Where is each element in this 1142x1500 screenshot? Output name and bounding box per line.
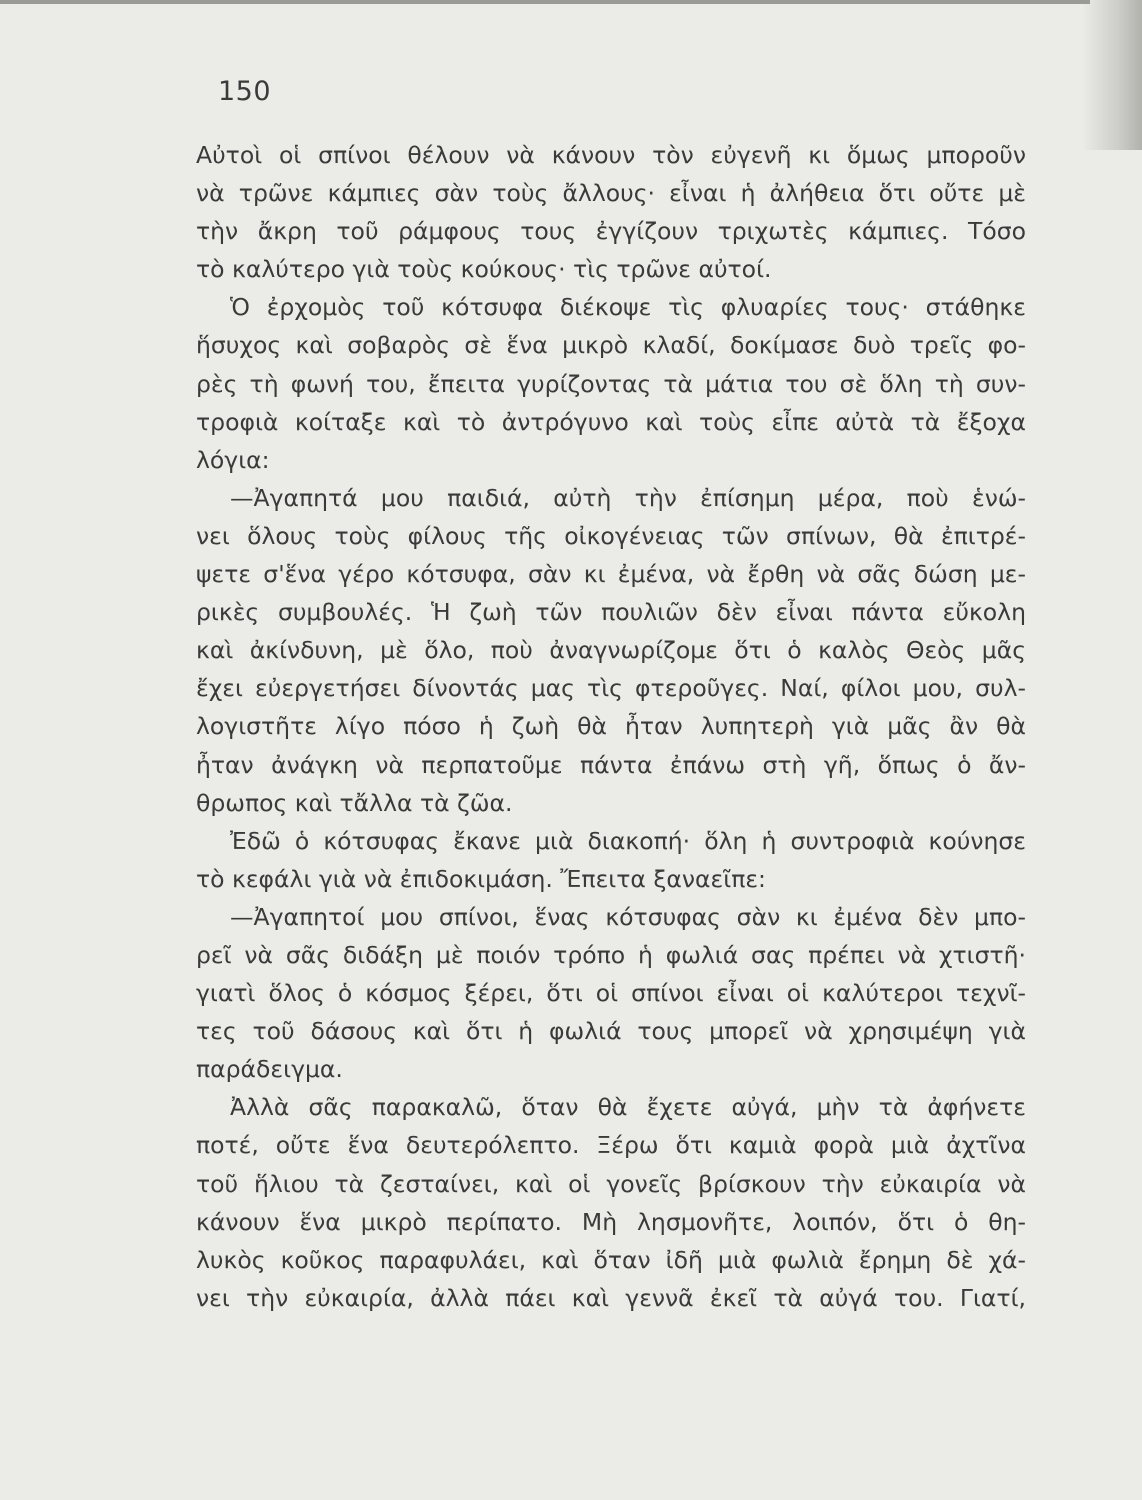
text-line: λόγια: — [196, 445, 270, 474]
text-line: Αὐτοὶ οἱ σπίνοι θέλουν νὰ κάνουν τὸν εὐγενῆ κι ὅμως μποροῦν — [196, 141, 1026, 169]
text-line: —Ἀγαπητοί μου σπίνοι, ἕνας κότσυφας σὰν κι ἐμένα δὲν μπο- — [230, 902, 1026, 931]
text-line: λογιστῆτε λίγο πόσο ἡ ζωὴ θὰ ἦταν λυπητερὴ γιὰ μᾶς ἂν θὰ — [196, 712, 1026, 741]
text-line: τὴν ἄκρη τοῦ ράμφους τους ἐγγίζουν τριχωτὲς κάμπιες. Τόσο — [196, 217, 1026, 246]
text-line: ρὲς τὴ φωνή του, ἔπειτα γυρίζοντας τὰ μάτια του σὲ ὅλη τὴ συν- — [196, 369, 1026, 398]
text-line: κάνουν ἕνα μικρὸ περίπατο. Μὴ λησμονῆτε, λοιπόν, ὅτι ὁ θη- — [196, 1207, 1026, 1236]
text-line: τες τοῦ δάσους καὶ ὅτι ἡ φωλιά τους μπορεῖ νὰ χρησιμέψη γιὰ — [196, 1017, 1026, 1046]
text-line: ποτέ, οὔτε ἕνα δευτερόλεπτο. Ξέρω ὅτι καμιὰ φορὰ μιὰ ἀχτῖνα — [196, 1131, 1026, 1160]
page-top-edge — [0, 0, 1090, 4]
text-line: λυκὸς κοῦκος παραφυλάει, καὶ ὅταν ἰδῆ μιὰ φωλιὰ ἔρημη δὲ χά- — [196, 1245, 1026, 1274]
text-line: παράδειγμα. — [196, 1055, 343, 1084]
text-line: τοῦ ἥλιου τὰ ζεσταίνει, καὶ οἱ γονεῖς βρίσκουν τὴν εὐκαιρία νὰ — [196, 1169, 1026, 1198]
text-line: Ἀλλὰ σᾶς παρακαλῶ, ὅταν θὰ ἔχετε αὐγά, μὴν τὰ ἀφήνετε — [230, 1093, 1026, 1122]
text-line: τὸ καλύτερο γιὰ τοὺς κούκους· τὶς τρῶνε αὐτοί. — [196, 255, 772, 284]
text-line: ψετε σ'ἕνα γέρο κότσυφα, σὰν κι ἐμένα, νὰ ἔρθη νὰ σᾶς δώση με- — [196, 560, 1026, 589]
text-line: ρικὲς συμβουλές. Ἡ ζωὴ τῶν πουλιῶν δὲν εἶναι πάντα εὔκολη — [196, 598, 1026, 627]
text-line: νει ὅλους τοὺς φίλους τῆς οἰκογένειας τῶν σπίνων, θὰ ἐπιτρέ- — [196, 521, 1026, 550]
text-line: ἔχει εὐεργετήσει δίνοντάς μας τὶς φτεροῦγες. Ναί, φίλοι μου, συλ- — [196, 674, 1026, 703]
text-line: νει τὴν εὐκαιρία, ἀλλὰ πάει καὶ γεννᾶ ἐκεῖ τὰ αὐγά του. Γιατί, — [196, 1283, 1026, 1312]
text-line: τροφιὰ κοίταξε καὶ τὸ ἀντρόγυνο καὶ τοὺς εἶπε αὐτὰ τὰ ἔξοχα — [196, 407, 1026, 436]
text-line: Ὁ ἐρχομὸς τοῦ κότσυφα διέκοψε τὶς φλυαρίες τους· στάθηκε — [230, 293, 1026, 322]
page-number: 150 — [218, 76, 272, 107]
page-binding-shadow — [1082, 0, 1142, 150]
text-line: ἦταν ἀνάγκη νὰ περπατοῦμε πάντα ἐπάνω στὴ γῆ, ὅπως ὁ ἄν- — [196, 750, 1026, 779]
text-line: γιατὶ ὅλος ὁ κόσμος ξέρει, ὅτι οἱ σπίνοι εἶναι οἱ καλύτεροι τεχνῖ- — [196, 979, 1026, 1008]
text-line: ρεῖ νὰ σᾶς διδάξη μὲ ποιόν τρόπο ἡ φωλιά σας πρέπει νὰ χτιστῆ· — [196, 940, 1026, 969]
text-line: Ἐδῶ ὁ κότσυφας ἔκανε μιὰ διακοπή· ὅλη ἡ συντροφιὰ κούνησε — [230, 826, 1026, 855]
text-line: νὰ τρῶνε κάμπιες σὰν τοὺς ἄλλους· εἶναι ἡ ἀλήθεια ὅτι οὔτε μὲ — [196, 179, 1026, 208]
text-line: καὶ ἀκίνδυνη, μὲ ὅλο, ποὺ ἀναγνωρίζομε ὅτι ὁ καλὸς Θεὸς μᾶς — [196, 636, 1026, 665]
body-text — [196, 136, 1026, 1317]
text-line: ἥσυχος καὶ σοβαρὸς σὲ ἕνα μικρὸ κλαδί, δοκίμασε δυὸ τρεῖς φο- — [196, 331, 1026, 360]
text-line: θρωπος καὶ τἄλλα τὰ ζῶα. — [196, 788, 513, 817]
text-line: —Ἀγαπητά μου παιδιά, αὐτὴ τὴν ἐπίσημη μέρα, ποὺ ἑνώ- — [230, 483, 1026, 512]
text-line: τὸ κεφάλι γιὰ νὰ ἐπιδοκιμάση. Ἔπειτα ξαναεῖπε: — [196, 864, 766, 893]
